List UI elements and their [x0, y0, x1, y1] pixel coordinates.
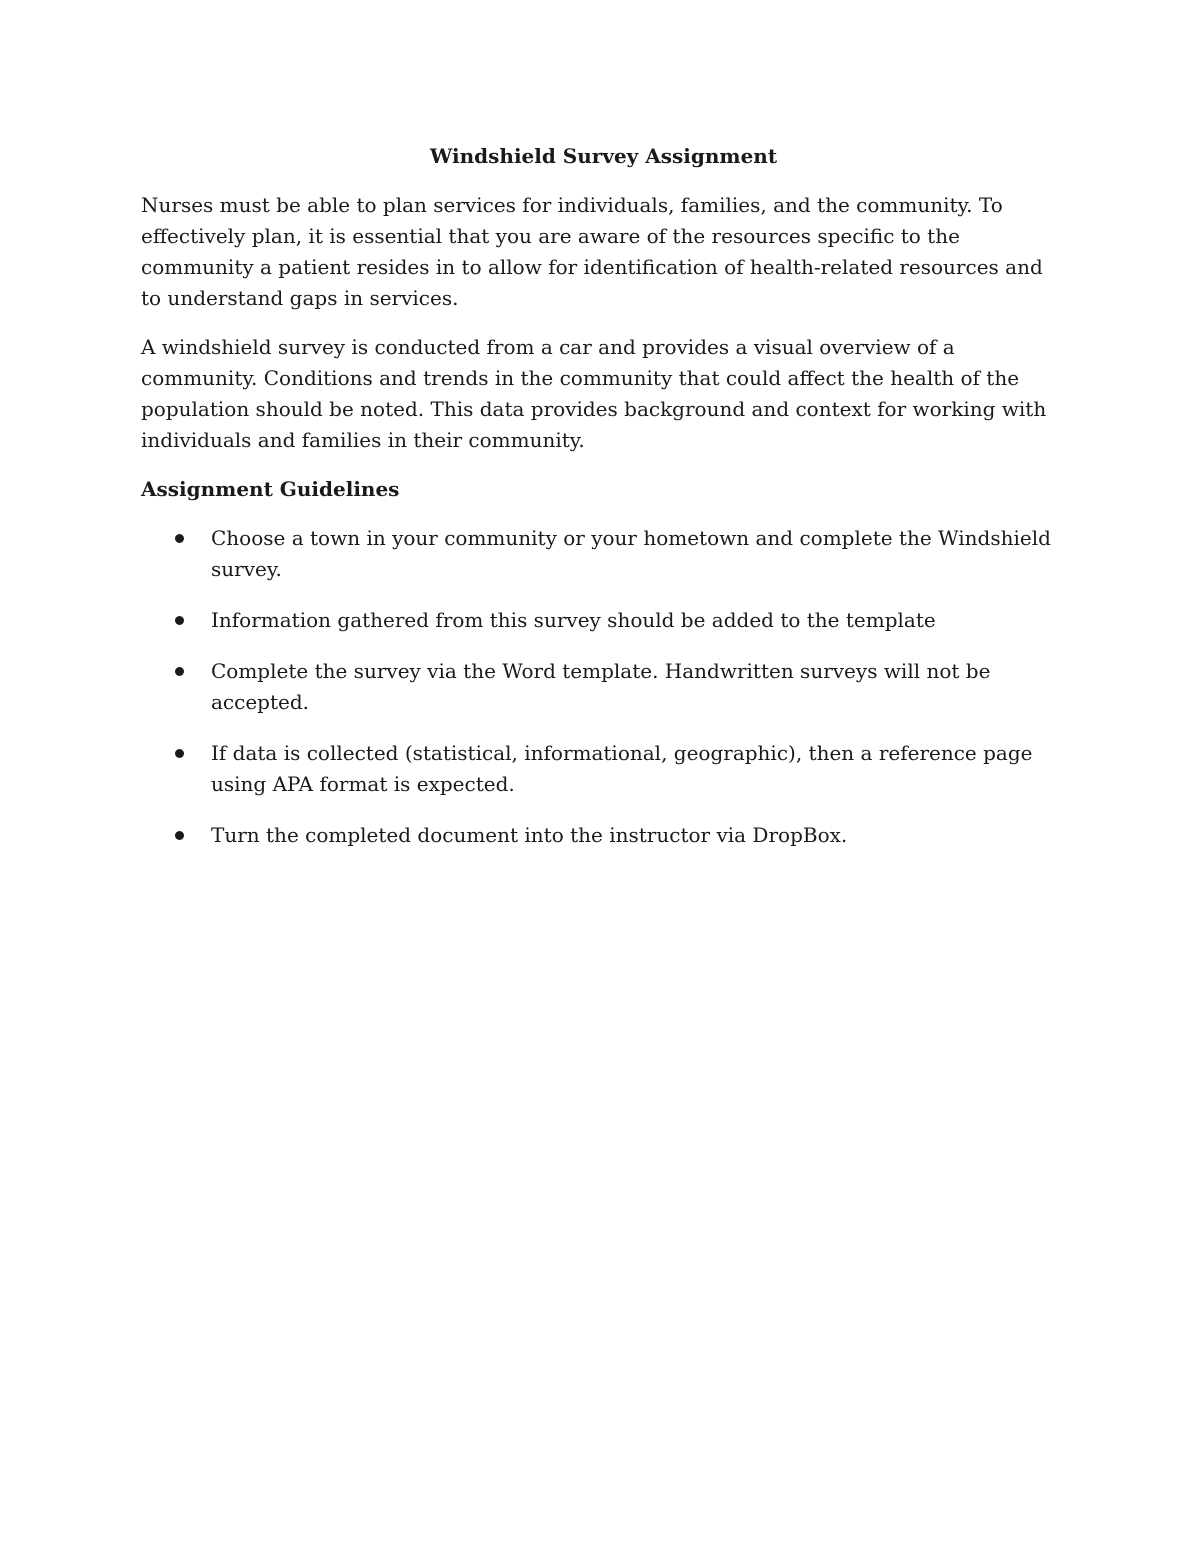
intro-paragraph: Nurses must be able to plan services for individuals, families, and the community. To effectively plan, it is essential that you are aware of the resources specific to the community a patient resides in to allow for identification of health-related resources and to understand gaps in services.: [141, 193, 1043, 310]
guideline-item: [141, 523, 1066, 585]
bullet-icon: [175, 616, 184, 625]
guideline-item: [141, 738, 1066, 800]
windshield-survey-paragraph: A windshield survey is conducted from a car and provides a visual overview of a community. Conditions and trends in the community that could affect the health of the population should be noted. This data provides background and context for working with individuals and families in their community.: [141, 335, 1047, 452]
bullet-icon: [175, 534, 184, 543]
bullet-icon: [175, 831, 184, 840]
bullet-icon: [175, 667, 184, 676]
guideline-text: Information gathered from this survey should be added to the template: [211, 608, 936, 632]
guideline-text: If data is collected (statistical, informational, geographic), then a reference page using APA format is expected.: [211, 741, 1033, 796]
bullet-icon: [175, 749, 184, 758]
guideline-text: Complete the survey via the Word template. Handwritten surveys will not be accepted.: [211, 659, 991, 714]
guidelines-heading: Assignment Guidelines: [141, 477, 400, 501]
document-body: [141, 140, 1066, 871]
document-title: Windshield Survey Assignment: [429, 144, 778, 168]
guideline-text: Choose a town in your community or your hometown and complete the Windshield survey.: [211, 526, 1051, 581]
guidelines-list: [141, 523, 1066, 851]
guideline-text: Turn the completed document into the instructor via DropBox.: [211, 823, 848, 847]
guideline-item: [141, 820, 1066, 851]
guideline-item: [141, 605, 1066, 636]
guideline-item: [141, 656, 1066, 718]
